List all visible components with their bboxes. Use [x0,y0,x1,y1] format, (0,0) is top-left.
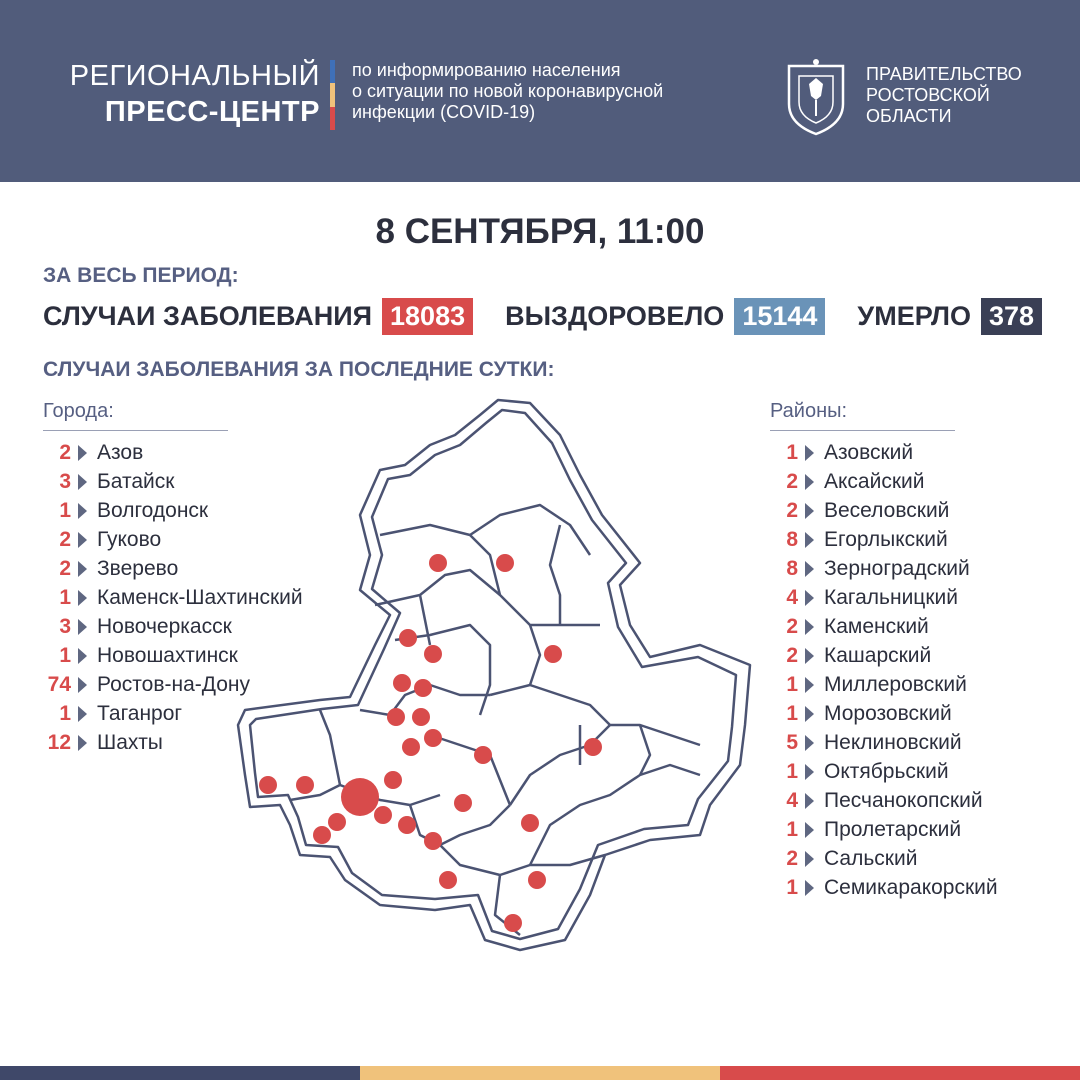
districts-row [770,699,998,728]
case-marker [584,738,602,756]
districts-name: Веселовский [824,498,950,522]
districts-row [770,525,998,554]
cities-count: 2 [59,527,71,551]
case-marker [474,746,492,764]
districts-count: 1 [786,817,798,841]
districts-count: 1 [786,701,798,725]
districts-name: Сальский [824,846,918,870]
districts-name: Октябрьский [824,759,949,783]
districts-row [770,757,998,786]
cities-name: Зверево [97,556,179,580]
arrow-right-icon [805,619,814,635]
districts-count: 1 [786,875,798,899]
case-marker [387,708,405,726]
districts-name: Неклиновский [824,730,962,754]
footer-stripe [0,1066,1080,1080]
report-date: 8 СЕНТЯБРЯ, 11:00 [375,212,705,251]
arrow-right-icon [805,532,814,548]
footer-stripe-red [720,1066,1080,1080]
districts-row [770,612,998,641]
footer-stripe-blue [0,1066,360,1080]
cities-heading: Города: [43,400,114,422]
arrow-right-icon [805,474,814,490]
tricolor-stripe [330,60,335,130]
districts-row [770,815,998,844]
case-marker [393,674,411,692]
cities-name: Азов [97,440,144,464]
arrow-right-icon [78,735,87,751]
cities-divider [43,430,228,431]
districts-row [770,670,998,699]
press-center-description: по информированию населения о ситуации по новой коронавирусной инфекции (COVID-19) [352,60,664,122]
arrow-right-icon [805,851,814,867]
arrow-right-icon [805,445,814,461]
districts-heading: Районы: [770,400,848,422]
case-marker [504,914,522,932]
region-outer-border [238,400,750,950]
arrow-right-icon [805,735,814,751]
case-marker [496,554,514,572]
districts-name: Миллеровский [824,672,967,696]
case-marker [454,794,472,812]
arrow-right-icon [805,822,814,838]
districts-count: 1 [786,440,798,464]
cities-name: Гуково [97,527,162,551]
districts-count: 2 [786,643,798,667]
case-marker [402,738,420,756]
cities-count: 1 [59,585,71,609]
cities-name: Шахты [97,730,163,754]
case-marker [412,708,430,726]
case-marker [429,554,447,572]
case-marker [328,813,346,831]
cities-name: Таганрог [97,701,183,725]
districts-count: 5 [786,730,798,754]
cities-count: 74 [47,672,71,696]
districts-divider [770,430,955,431]
arrow-right-icon [78,532,87,548]
districts-row [770,641,998,670]
case-marker [399,629,417,647]
districts-name: Семикаракорский [824,875,998,899]
arrow-right-icon [805,677,814,693]
press-center-title-line1: РЕГИОНАЛЬНЫЙ [69,60,320,92]
districts-count: 1 [786,759,798,783]
case-marker [424,832,442,850]
case-marker [439,871,457,889]
cities-count: 12 [47,730,71,754]
case-marker [259,776,277,794]
arrow-right-icon [805,561,814,577]
totals-row [43,296,1042,336]
case-marker [296,776,314,794]
cities-count: 1 [59,643,71,667]
arrow-right-icon [78,445,87,461]
districts-row [770,844,998,873]
cities-count: 2 [59,440,71,464]
districts-count: 2 [786,469,798,493]
districts-count: 4 [786,585,798,609]
died-label: УМЕРЛО [857,300,971,331]
coat-of-arms-icon [781,56,851,136]
districts-name: Песчанокопский [824,788,983,812]
recovered-label: ВЫЗДОРОВЕЛО [505,300,725,331]
cities-count: 1 [59,701,71,725]
arrow-right-icon [805,793,814,809]
districts-name: Пролетарский [824,817,962,841]
case-marker [374,806,392,824]
header-banner [0,0,1080,182]
cases-label: СЛУЧАИ ЗАБОЛЕВАНИЯ [43,300,373,331]
cities-count: 3 [59,469,71,493]
cities-name: Новочеркасск [97,614,232,638]
region-inner-border [250,410,736,939]
cities-count: 1 [59,498,71,522]
government-name: ПРАВИТЕЛЬСТВО РОСТОВСКОЙ ОБЛАСТИ [866,64,1022,126]
arrow-right-icon [805,764,814,780]
arrow-right-icon [78,590,87,606]
arrow-right-icon [805,648,814,664]
districts-name: Кагальницкий [824,585,958,609]
cities-name: Каменск-Шахтинский [97,585,303,609]
districts-row [770,554,998,583]
districts-name: Каменский [824,614,929,638]
arrow-right-icon [78,619,87,635]
districts-name: Азовский [824,440,914,464]
districts-name: Морозовский [824,701,952,725]
arrow-right-icon [78,706,87,722]
districts-count: 8 [786,527,798,551]
districts-count: 2 [786,498,798,522]
cities-count: 3 [59,614,71,638]
case-marker [528,871,546,889]
last-day-label: СЛУЧАИ ЗАБОЛЕВАНИЯ ЗА ПОСЛЕДНИЕ СУТКИ: [43,358,555,381]
case-markers [259,554,602,932]
region-map [230,395,760,965]
recovered-value-badge: 15144 [734,298,825,335]
districts-name: Кашарский [824,643,932,667]
districts-count: 4 [786,788,798,812]
cities-name: Батайск [97,469,175,493]
districts-row [770,496,998,525]
case-marker [424,729,442,747]
case-marker [341,778,379,816]
districts-row [770,786,998,815]
arrow-right-icon [78,561,87,577]
districts-count: 2 [786,614,798,638]
case-marker [398,816,416,834]
districts-list [770,438,998,902]
districts-count: 8 [786,556,798,580]
districts-row [770,467,998,496]
press-center-title-line2: ПРЕСС-ЦЕНТР [104,96,320,128]
case-marker [384,771,402,789]
case-marker [544,645,562,663]
cities-name: Новошахтинск [97,643,238,667]
arrow-right-icon [805,880,814,896]
case-marker [414,679,432,697]
districts-row [770,583,998,612]
arrow-right-icon [805,706,814,722]
districts-count: 1 [786,672,798,696]
arrow-right-icon [805,590,814,606]
districts-row [770,438,998,467]
arrow-right-icon [78,474,87,490]
cases-value-badge: 18083 [382,298,473,335]
districts-row [770,873,998,902]
cities-count: 2 [59,556,71,580]
period-label: ЗА ВЕСЬ ПЕРИОД: [43,264,239,287]
districts-count: 2 [786,846,798,870]
case-marker [424,645,442,663]
case-marker [313,826,331,844]
arrow-right-icon [805,503,814,519]
case-marker [521,814,539,832]
cities-name: Волгодонск [97,498,209,522]
cities-name: Ростов-на-Дону [97,672,250,696]
districts-name: Зерноградский [824,556,970,580]
arrow-right-icon [78,648,87,664]
arrow-right-icon [78,503,87,519]
districts-name: Аксайский [824,469,925,493]
died-value-badge: 378 [981,298,1042,335]
districts-name: Егорлыкский [824,527,948,551]
districts-row [770,728,998,757]
arrow-right-icon [78,677,87,693]
footer-stripe-yellow [360,1066,720,1080]
